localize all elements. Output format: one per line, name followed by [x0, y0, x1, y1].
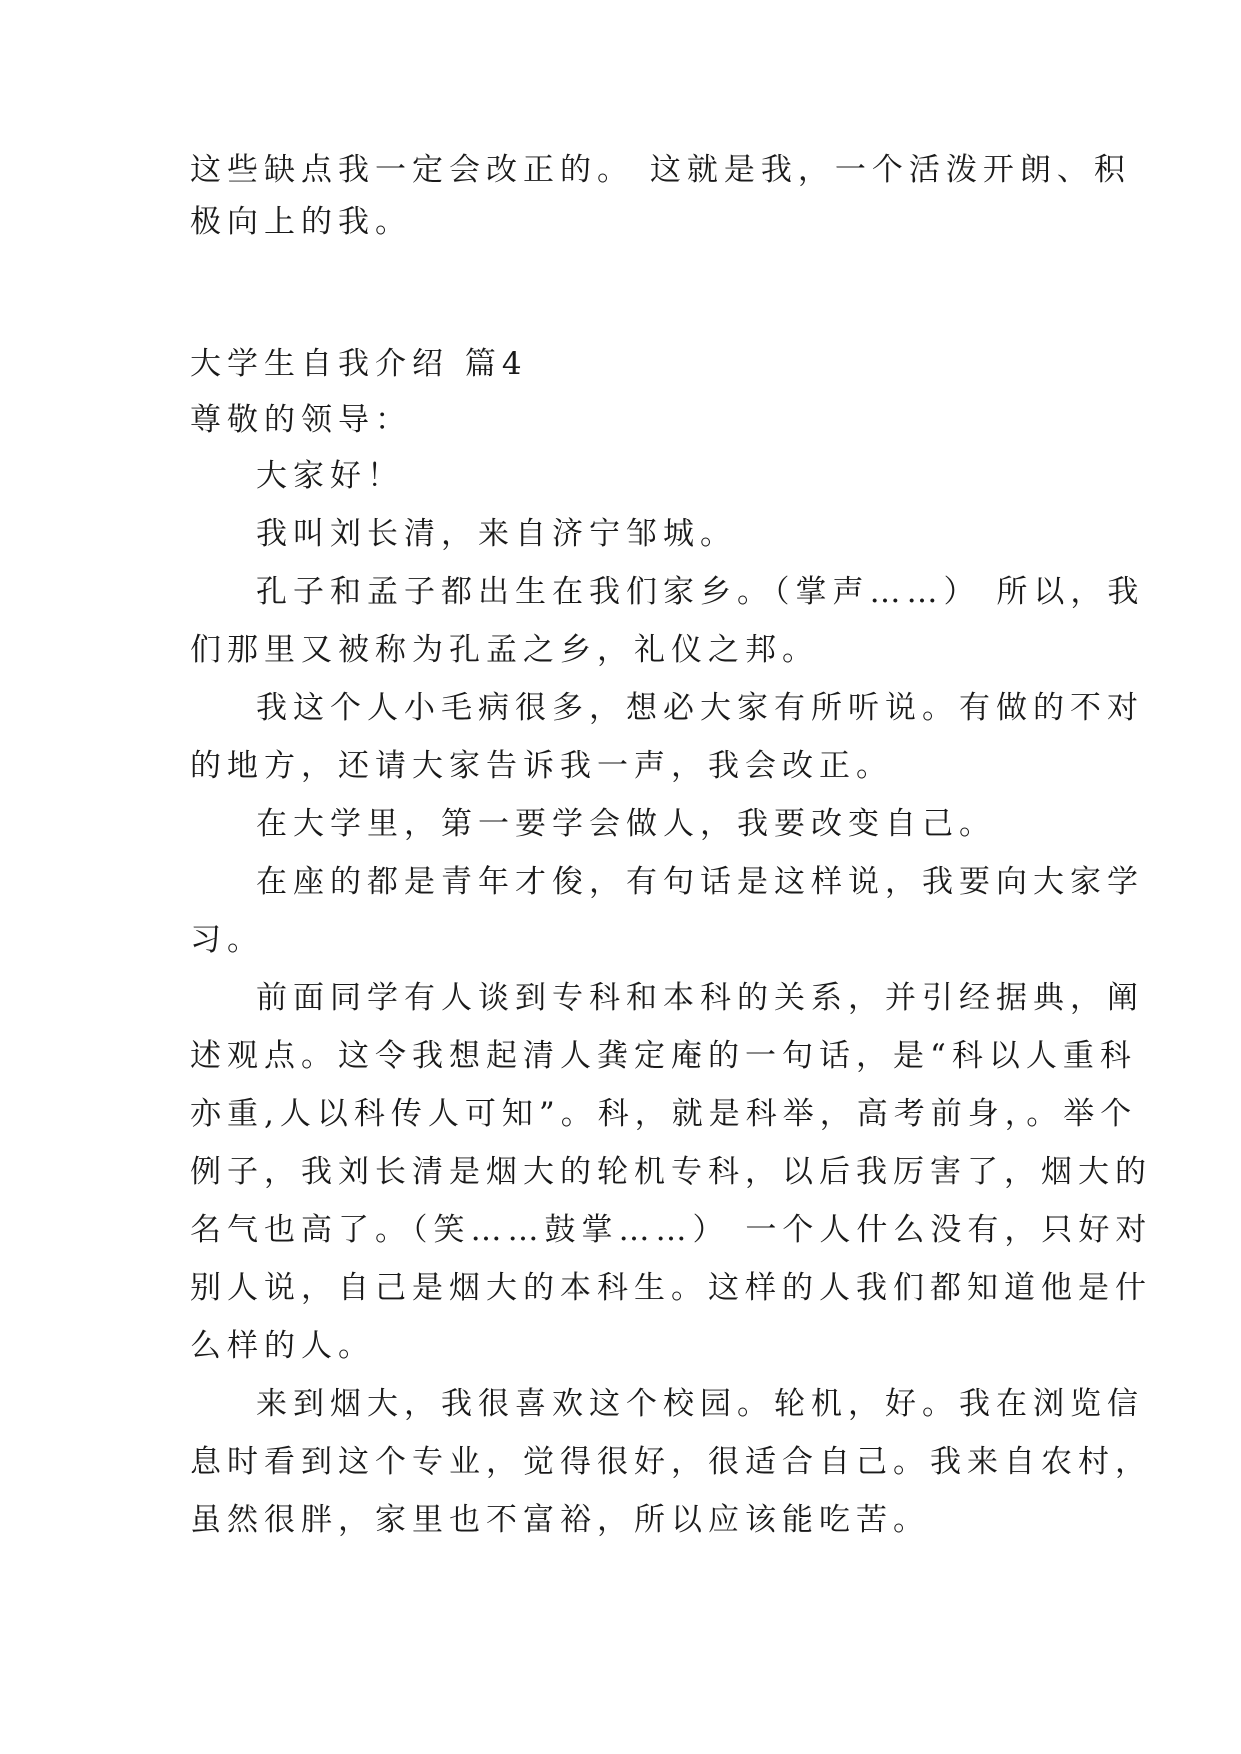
paragraph-line: 别人说，自己是烟大的本科生。这样的人我们都知道他是什: [190, 1270, 1152, 1306]
paragraph-line: 息时看到这个专业，觉得很好，很适合自己。我来自农村，: [190, 1444, 1152, 1480]
section-heading: 大学生自我介绍 篇4: [190, 346, 528, 382]
paragraph-line: 述观点。这令我想起清人龚定庵的一句话，是“科以人重科: [190, 1038, 1137, 1074]
paragraph-line: 在座的都是青年才俊，有句话是这样说，我要向大家学: [256, 864, 1144, 900]
paragraph-line: 我叫刘长清，来自济宁邹城。: [256, 516, 737, 552]
paragraph-line: 前面同学有人谈到专科和本科的关系，并引经据典，阐: [256, 980, 1144, 1016]
paragraph-line: 例子，我刘长清是烟大的轮机专科，以后我厉害了，烟大的: [190, 1154, 1152, 1190]
paragraph-line: 们那里又被称为孔孟之乡，礼仪之邦。: [190, 632, 819, 668]
paragraph-line: 这些缺点我一定会改正的。 这就是我，一个活泼开朗、积: [190, 152, 1131, 188]
paragraph-line: 的地方，还请大家告诉我一声，我会改正。: [190, 748, 893, 784]
paragraph-line: 在大学里，第一要学会做人，我要改变自己。: [256, 806, 996, 842]
paragraph-line: 习。: [190, 922, 264, 958]
paragraph-line: 虽然很胖，家里也不富裕，所以应该能吃苦。: [190, 1502, 930, 1538]
paragraph-line: 名气也高了。（笑……鼓掌……） 一个人什么没有，只好对: [190, 1212, 1153, 1248]
paragraph-line: 极向上的我。: [190, 204, 412, 240]
paragraph-line: 我这个人小毛病很多，想必大家有所听说。有做的不对: [256, 690, 1144, 726]
paragraph-line: 孔子和孟子都出生在我们家乡。（掌声……） 所以，我: [256, 574, 1145, 610]
paragraph-line: 亦重,人以科传人可知”。科，就是科举，高考前身，。举个: [190, 1096, 1138, 1132]
paragraph-line: 来到烟大，我很喜欢这个校园。轮机，好。我在浏览信: [256, 1386, 1144, 1422]
salutation: 尊敬的领导：: [190, 402, 412, 438]
paragraph-line: 大家好！: [256, 458, 404, 494]
paragraph-line: 么样的人。: [190, 1328, 375, 1364]
